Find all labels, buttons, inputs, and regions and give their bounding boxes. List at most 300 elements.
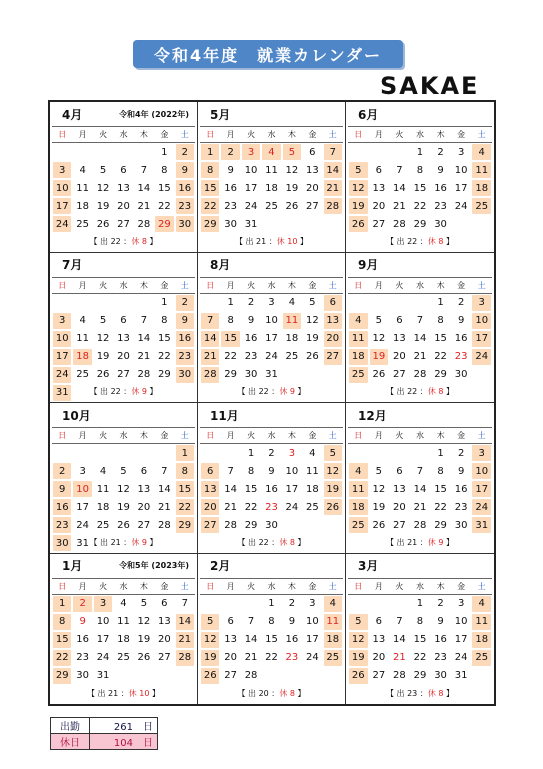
weekday-label: 土 — [477, 431, 486, 440]
day-cell: 19 — [96, 200, 110, 212]
day-cell — [94, 144, 112, 160]
off-count: 休 10 — [276, 236, 298, 246]
day-cell: 20 — [224, 652, 237, 663]
weekday-header-row — [52, 126, 195, 143]
day-cell: 13 — [372, 182, 386, 194]
weekday-label: 月 — [78, 130, 87, 139]
work-count: 【 出 21 ： — [386, 537, 428, 547]
day-cell: 30 — [265, 519, 278, 531]
weekday-label: 金 — [308, 581, 317, 591]
weekday-label: 水 — [119, 130, 128, 139]
day-cell: 27 — [201, 517, 219, 533]
weekday-label: 日 — [354, 431, 363, 440]
day-cell: 12 — [349, 180, 368, 196]
weekday-label: 火 — [247, 280, 256, 290]
week-row — [348, 179, 492, 197]
day-cell: 12 — [96, 182, 110, 194]
weekday-header-row — [52, 578, 195, 595]
day-cell: 3 — [242, 144, 260, 160]
day-cell — [262, 216, 280, 232]
weekday-label: 月 — [78, 280, 87, 290]
day-cell: 25 — [96, 519, 110, 531]
day-cell: 11 — [117, 616, 130, 627]
off-count: 休 9 — [131, 537, 147, 547]
day-cell: 18 — [117, 634, 130, 645]
day-cell: 10 — [53, 180, 71, 196]
day-cell: 15 — [434, 483, 447, 495]
day-cell: 28 — [324, 198, 342, 214]
day-cell: 17 — [472, 331, 491, 347]
week-row — [348, 631, 492, 649]
week-row — [348, 595, 492, 613]
day-cell: 13 — [305, 164, 319, 176]
summary-end: 】 — [297, 236, 309, 246]
weekday-label: 月 — [226, 280, 235, 290]
day-cell: 29 — [176, 517, 194, 533]
day-cell: 25 — [76, 218, 89, 230]
day-cell: 11 — [283, 313, 301, 329]
day-cell: 17 — [53, 198, 71, 214]
day-cell: 24 — [76, 519, 89, 531]
day-cell: 8 — [176, 463, 194, 479]
off-count: 休 8 — [131, 236, 147, 246]
day-cell: 10 — [285, 465, 299, 477]
month-label: 3月 — [358, 559, 379, 573]
day-cell: 4 — [262, 144, 280, 160]
day-cell: 23 — [434, 200, 447, 212]
day-cell: 11 — [96, 483, 110, 495]
day-cell: 13 — [324, 313, 342, 329]
day-cell: 28 — [413, 519, 427, 531]
day-cell: 9 — [437, 164, 444, 176]
day-cell: 21 — [413, 501, 427, 513]
day-cell: 10 — [265, 315, 278, 326]
day-cell: 17 — [305, 634, 319, 645]
week-row — [200, 348, 343, 366]
weekday-label: 木 — [287, 280, 296, 290]
day-cell: 7 — [396, 616, 403, 627]
day-cell: 20 — [393, 351, 406, 362]
month-header — [348, 403, 492, 427]
day-cell: 20 — [372, 652, 386, 663]
day-cell: 23 — [265, 501, 278, 513]
day-cell: 2 — [176, 295, 194, 311]
day-cell: 11 — [76, 182, 89, 194]
work-days-label: 出勤 — [51, 718, 90, 734]
day-cell: 20 — [201, 499, 219, 515]
month-label: 5月 — [210, 107, 231, 122]
day-cell: 27 — [224, 670, 237, 681]
weekday-label: 日 — [58, 280, 67, 290]
day-cell: 1 — [247, 447, 255, 459]
weekday-label: 金 — [308, 280, 317, 290]
day-cell — [53, 295, 71, 311]
day-cell: 26 — [96, 369, 110, 380]
day-cell: 21 — [201, 349, 219, 365]
day-cell: 12 — [324, 463, 342, 479]
week-row — [52, 330, 195, 348]
week-row — [52, 498, 195, 516]
month-summary — [50, 386, 197, 397]
day-cell — [262, 668, 280, 684]
day-cell — [176, 668, 194, 684]
day-cell: 28 — [413, 369, 427, 380]
day-cell: 19 — [349, 650, 368, 666]
day-cell: 27 — [137, 519, 151, 531]
weekday-label: 火 — [99, 130, 108, 139]
day-cell: 30 — [434, 670, 447, 681]
day-cell: 12 — [372, 483, 386, 495]
day-cell: 8 — [416, 616, 424, 627]
day-cell: 2 — [221, 144, 239, 160]
week-row — [52, 179, 195, 197]
week-row — [52, 143, 195, 161]
day-cell: 22 — [224, 351, 237, 362]
week-row — [200, 498, 343, 516]
day-cell: 9 — [268, 465, 275, 477]
weekday-header-row — [348, 126, 492, 143]
summary-end: 】 — [146, 537, 158, 547]
day-cell: 14 — [176, 614, 194, 630]
day-cell: 15 — [176, 481, 194, 497]
day-cell: 6 — [324, 295, 342, 311]
weekday-label: 木 — [287, 581, 296, 591]
day-cell: 10 — [73, 481, 91, 497]
summary-end: 】 — [443, 537, 454, 547]
weekday-label: 日 — [354, 581, 363, 591]
day-cell: 6 — [396, 465, 403, 477]
day-cell: 9 — [437, 616, 444, 627]
weekday-label: 土 — [180, 280, 189, 290]
weekday-label: 水 — [119, 280, 128, 290]
day-cell: 9 — [457, 315, 465, 326]
weekday-label: 日 — [58, 581, 67, 591]
day-cell: 26 — [96, 218, 110, 230]
day-cell: 22 — [244, 501, 258, 513]
summary-end: 】 — [443, 689, 454, 698]
week-row — [200, 330, 343, 348]
weekday-label: 月 — [226, 431, 235, 440]
weekday-label: 木 — [436, 431, 445, 440]
day-cell: 19 — [117, 501, 130, 513]
day-cell: 16 — [265, 483, 278, 495]
week-row — [52, 595, 195, 613]
day-cell: 21 — [393, 200, 406, 212]
weekday-header-row — [200, 126, 343, 143]
weekday-label: 日 — [206, 581, 215, 591]
day-cell: 1 — [53, 596, 71, 612]
week-row — [200, 444, 343, 462]
day-cell — [303, 517, 321, 533]
week-row — [348, 480, 492, 498]
day-cell — [283, 517, 301, 533]
weekday-label: 火 — [247, 581, 256, 591]
day-cell: 3 — [457, 598, 465, 609]
day-cell: 4 — [349, 463, 368, 479]
day-cell: 7 — [201, 313, 219, 329]
day-cell: 1 — [416, 598, 424, 609]
weekday-label: 金 — [308, 431, 317, 440]
day-cell: 8 — [161, 164, 168, 176]
day-cell: 23 — [176, 198, 194, 214]
week-row — [348, 366, 492, 384]
day-cell — [283, 668, 301, 684]
month-summary — [198, 537, 345, 548]
work-count: 【 出 20 ： — [237, 689, 280, 698]
day-cell: 5 — [324, 445, 342, 461]
summary-end: 】 — [294, 387, 306, 396]
day-cell: 27 — [117, 369, 130, 380]
weekday-label: 土 — [180, 130, 189, 139]
month-block — [198, 102, 346, 253]
month-header — [200, 102, 343, 126]
month-label: 11月 — [210, 408, 239, 423]
week-row — [200, 179, 343, 197]
day-cell: 27 — [157, 652, 171, 663]
day-cell: 17 — [454, 634, 468, 645]
day-cell: 4 — [472, 596, 491, 612]
day-cell: 13 — [393, 333, 406, 344]
day-cell: 8 — [437, 315, 444, 326]
day-cell: 22 — [434, 351, 447, 362]
day-cell: 29 — [155, 216, 173, 232]
day-cell: 21 — [137, 351, 151, 362]
day-cell: 28 — [393, 218, 406, 230]
day-cell — [349, 144, 368, 160]
summary-end: 】 — [294, 537, 306, 547]
week-row — [348, 161, 492, 179]
day-cell: 16 — [434, 182, 447, 194]
week-row — [200, 215, 343, 233]
day-cell: 3 — [79, 465, 86, 477]
weekday-label: 木 — [287, 130, 296, 139]
week-row — [200, 480, 343, 498]
weekday-label: 火 — [395, 581, 404, 591]
day-cell: 24 — [96, 652, 110, 663]
day-cell: 23 — [224, 200, 237, 212]
day-cell: 12 — [96, 333, 110, 344]
day-cell: 13 — [117, 333, 130, 344]
day-cell: 1 — [437, 297, 444, 308]
day-cell: 26 — [349, 668, 368, 684]
day-cell: 27 — [305, 200, 319, 212]
day-cell — [135, 144, 153, 160]
weekday-label: 金 — [160, 431, 169, 440]
week-row — [52, 312, 195, 330]
day-cell: 28 — [137, 369, 151, 380]
day-cell: 30 — [53, 535, 71, 551]
day-cell — [135, 445, 153, 461]
month-header — [200, 253, 343, 277]
day-cell: 3 — [268, 297, 275, 308]
day-cell: 5 — [283, 144, 301, 160]
month-block — [50, 253, 198, 404]
day-cell: 8 — [437, 465, 444, 477]
weekday-label: 土 — [477, 280, 486, 290]
day-cell: 15 — [413, 634, 427, 645]
week-row — [200, 197, 343, 215]
day-cell: 23 — [454, 351, 468, 362]
day-cell: 30 — [76, 670, 89, 681]
week-row — [52, 197, 195, 215]
day-cell: 25 — [472, 198, 491, 214]
work-count: 【 出 22 ： — [237, 387, 280, 396]
day-cell: 11 — [305, 465, 319, 477]
week-row — [348, 143, 492, 161]
week-row — [348, 444, 492, 462]
weekday-label: 水 — [415, 130, 424, 139]
day-cell: 26 — [117, 519, 130, 531]
day-cell: 16 — [454, 483, 468, 495]
day-cell: 9 — [288, 616, 296, 627]
weekday-label: 金 — [160, 130, 169, 139]
day-cell: 2 — [457, 297, 465, 308]
month-summary — [198, 236, 345, 247]
day-cell: 31 — [454, 670, 468, 681]
day-cell: 17 — [472, 481, 491, 497]
week-row — [348, 294, 492, 312]
day-cell: 13 — [224, 634, 237, 645]
day-cell: 26 — [305, 351, 319, 362]
day-cell: 19 — [349, 198, 368, 214]
weekday-label: 土 — [477, 130, 486, 139]
week-row — [52, 294, 195, 312]
day-cell: 24 — [472, 349, 491, 365]
day-cell: 26 — [324, 499, 342, 515]
day-cell: 9 — [457, 465, 465, 477]
week-row — [52, 613, 195, 631]
month-header — [200, 403, 343, 427]
off-count: 休 9 — [131, 387, 147, 396]
week-row — [200, 516, 343, 534]
day-cell: 25 — [472, 650, 491, 666]
weekday-label: 土 — [328, 581, 337, 591]
day-cell — [201, 445, 219, 461]
day-cell: 13 — [117, 182, 130, 194]
day-cell: 2 — [53, 463, 71, 479]
day-cell: 7 — [140, 164, 148, 176]
day-cell: 10 — [244, 164, 258, 176]
company-logo: SAKAE — [380, 72, 480, 100]
day-cell: 7 — [227, 465, 234, 477]
day-cell: 8 — [268, 616, 275, 627]
day-cell: 17 — [244, 182, 258, 194]
weekday-label: 月 — [226, 130, 235, 139]
day-cell: 18 — [324, 632, 342, 648]
day-cell: 5 — [375, 465, 383, 477]
summary-end: 】 — [294, 689, 306, 698]
month-summary — [50, 236, 197, 247]
day-cell: 22 — [201, 198, 219, 214]
day-cell: 11 — [349, 331, 368, 347]
day-cell: 4 — [288, 297, 296, 308]
day-cell — [201, 295, 219, 311]
week-row — [348, 215, 492, 233]
day-cell — [135, 668, 153, 684]
day-cell: 4 — [472, 144, 491, 160]
day-cell: 29 — [157, 369, 171, 380]
totals-table — [50, 717, 158, 750]
day-cell: 24 — [265, 351, 278, 362]
day-cell: 22 — [157, 200, 171, 212]
weekday-label: 木 — [139, 130, 148, 139]
page-title: 令和4年度 就業カレンダー — [133, 40, 403, 68]
month-label: 9月 — [358, 258, 379, 272]
weekday-label: 月 — [78, 431, 87, 440]
month-summary — [50, 688, 197, 699]
day-cell: 10 — [472, 463, 491, 479]
day-cell: 4 — [309, 447, 316, 459]
day-cell: 27 — [372, 218, 386, 230]
day-cell — [349, 295, 368, 311]
day-cell: 1 — [161, 146, 168, 158]
weekday-label: 月 — [374, 130, 383, 139]
day-cell: 25 — [324, 650, 342, 666]
month-header — [200, 554, 343, 578]
off-count: 休 8 — [427, 387, 444, 396]
day-cell: 14 — [224, 483, 237, 495]
day-cell: 5 — [349, 162, 368, 178]
day-cell — [155, 445, 173, 461]
work-count: 【 出 21 ： — [234, 236, 277, 246]
day-cell: 24 — [472, 499, 491, 515]
weekday-label: 月 — [226, 581, 235, 591]
day-cell: 29 — [413, 218, 427, 230]
off-count: 休 9 — [279, 387, 295, 396]
weekday-label: 木 — [436, 280, 445, 290]
month-block — [346, 403, 494, 554]
day-cell: 15 — [413, 182, 427, 194]
month-label: 7月 — [62, 258, 83, 272]
month-header — [52, 554, 195, 578]
day-cell: 20 — [157, 634, 171, 645]
day-cell: 10 — [454, 164, 468, 176]
day-cell: 5 — [349, 614, 368, 630]
day-cell: 15 — [244, 483, 258, 495]
day-cell: 12 — [372, 333, 386, 344]
weekday-label: 火 — [247, 130, 256, 139]
day-cell: 6 — [309, 146, 316, 158]
week-row — [348, 516, 492, 534]
work-count: 【 出 22 ： — [237, 537, 280, 547]
day-cell: 8 — [53, 614, 71, 630]
weekday-label: 金 — [457, 130, 466, 139]
summary-end: 】 — [146, 236, 158, 246]
day-cell — [135, 295, 153, 311]
day-cell: 4 — [120, 598, 127, 609]
day-cell: 6 — [140, 465, 148, 477]
day-cell — [73, 295, 91, 311]
day-cell — [221, 596, 239, 612]
holidays-value: 104 日 — [90, 734, 158, 750]
day-cell: 2 — [73, 596, 91, 612]
day-cell: 24 — [454, 200, 468, 212]
weekday-label: 木 — [436, 130, 445, 139]
day-cell: 2 — [268, 447, 275, 459]
weekday-label: 火 — [99, 581, 108, 591]
day-cell: 31 — [96, 670, 110, 681]
day-cell: 16 — [76, 634, 89, 645]
day-cell: 13 — [372, 634, 386, 645]
month-block — [346, 554, 494, 705]
day-cell: 25 — [349, 367, 368, 383]
day-cell: 14 — [244, 634, 258, 645]
day-cell: 22 — [413, 200, 427, 212]
day-cell: 22 — [265, 652, 278, 663]
weekday-label: 木 — [139, 280, 148, 290]
day-cell: 18 — [96, 501, 110, 513]
weekday-label: 水 — [267, 431, 276, 440]
